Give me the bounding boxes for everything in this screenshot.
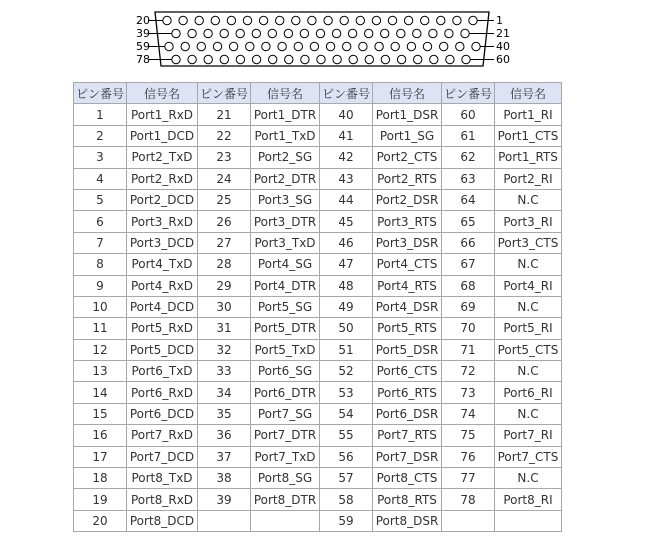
connector-pin xyxy=(397,55,405,63)
pin-number-cell: 1 xyxy=(74,104,127,125)
connector-pin xyxy=(359,42,367,50)
signal-name-cell: Port6_TxD xyxy=(127,361,198,382)
signal-name-cell: Port4_RTS xyxy=(373,275,442,296)
signal-name-cell: N.C xyxy=(495,361,562,382)
pin-number-cell: 49 xyxy=(320,296,373,317)
right-pin-label: 21 xyxy=(496,27,510,40)
connector-pin xyxy=(308,16,316,24)
pin-number-cell: 65 xyxy=(442,211,495,232)
connector-pin xyxy=(414,55,422,63)
signal-name-cell: Port1_CTS xyxy=(495,125,562,146)
signal-name-cell: N.C xyxy=(495,468,562,489)
signal-name-cell: Port1_TxD xyxy=(251,125,320,146)
connector-pin xyxy=(204,55,212,63)
pin-number-cell: 23 xyxy=(198,147,251,168)
pin-number-cell: 64 xyxy=(442,189,495,210)
signal-name-cell: Port7_RI xyxy=(495,425,562,446)
pin-number-cell: 58 xyxy=(320,489,373,510)
pin-number-cell: 15 xyxy=(74,403,127,424)
connector-pin xyxy=(375,42,383,50)
pin-number-cell: 7 xyxy=(74,232,127,253)
connector-pin xyxy=(407,42,415,50)
pin-number-cell: 31 xyxy=(198,318,251,339)
table-row xyxy=(74,275,562,296)
connector-pin xyxy=(284,29,292,37)
pin-number-cell: 4 xyxy=(74,168,127,189)
pin-number-cell: 69 xyxy=(442,296,495,317)
connector-pin xyxy=(220,55,228,63)
connector-pin xyxy=(326,42,334,50)
table-row xyxy=(74,125,562,146)
table-row xyxy=(74,189,562,210)
signal-name-cell: Port2_DSR xyxy=(373,189,442,210)
signal-name-cell: Port1_DCD xyxy=(127,125,198,146)
connector-pin xyxy=(332,29,340,37)
signal-name-cell: Port1_DSR xyxy=(373,104,442,125)
connector-pin xyxy=(204,29,212,37)
signal-name-cell: Port6_DCD xyxy=(127,403,198,424)
pin-number-cell: 46 xyxy=(320,232,373,253)
connector-pin xyxy=(236,55,244,63)
connector-pin xyxy=(195,16,203,24)
connector-pin xyxy=(269,55,277,63)
pin-number-cell: 32 xyxy=(198,339,251,360)
left-pin-label: 59 xyxy=(136,40,150,53)
signal-name-cell: Port7_DSR xyxy=(373,446,442,467)
signal-name-cell: Port3_DCD xyxy=(127,232,198,253)
pin-number-cell: 43 xyxy=(320,168,373,189)
pin-number-cell: 57 xyxy=(320,468,373,489)
signal-name-cell: Port3_RTS xyxy=(373,211,442,232)
connector-diagram xyxy=(0,0,650,80)
table-row xyxy=(74,296,562,317)
signal-name-cell: Port4_RxD xyxy=(127,275,198,296)
pin-number-cell: 66 xyxy=(442,232,495,253)
pin-number-cell: 28 xyxy=(198,254,251,275)
pin-number-cell: 2 xyxy=(74,125,127,146)
signal-name-cell: Port8_CTS xyxy=(373,468,442,489)
signal-name-cell: N.C xyxy=(495,189,562,210)
table-row xyxy=(74,147,562,168)
pin-number-cell: 45 xyxy=(320,211,373,232)
pin-number-cell: 5 xyxy=(74,189,127,210)
connector-pin xyxy=(462,55,470,63)
right-pin-label: 1 xyxy=(496,14,503,27)
pin-number-cell: 27 xyxy=(198,232,251,253)
pin-number-cell xyxy=(198,510,251,531)
pin-number-cell: 78 xyxy=(442,489,495,510)
signal-name-cell: Port5_DTR xyxy=(251,318,320,339)
signal-name-cell: Port7_TxD xyxy=(251,446,320,467)
connector-pin xyxy=(213,42,221,50)
signal-name-cell: Port2_CTS xyxy=(373,147,442,168)
signal-name-cell: Port5_TxD xyxy=(251,339,320,360)
table-row xyxy=(74,232,562,253)
pin-number-cell: 33 xyxy=(198,361,251,382)
header-signal-name: 信号名 xyxy=(373,83,442,104)
pin-number-cell: 53 xyxy=(320,382,373,403)
connector-pin xyxy=(317,55,325,63)
table-row xyxy=(74,425,562,446)
table-row xyxy=(74,211,562,232)
signal-name-cell: Port1_DTR xyxy=(251,104,320,125)
header-signal-name: 信号名 xyxy=(251,83,320,104)
pin-number-cell: 17 xyxy=(74,446,127,467)
signal-name-cell: Port5_RTS xyxy=(373,318,442,339)
signal-name-cell: Port7_RxD xyxy=(127,425,198,446)
connector-pin xyxy=(252,55,260,63)
signal-name-cell: Port6_DTR xyxy=(251,382,320,403)
table-row xyxy=(74,468,562,489)
pin-number-cell: 9 xyxy=(74,275,127,296)
signal-name-cell: Port2_DCD xyxy=(127,189,198,210)
pin-number-cell: 13 xyxy=(74,361,127,382)
connector-pin xyxy=(229,42,237,50)
connector-pin xyxy=(472,42,480,50)
connector-pin xyxy=(172,55,180,63)
pin-number-cell: 24 xyxy=(198,168,251,189)
pin-number-cell: 16 xyxy=(74,425,127,446)
signal-name-cell: Port6_RI xyxy=(495,382,562,403)
connector-pin xyxy=(292,16,300,24)
pin-number-cell: 44 xyxy=(320,189,373,210)
connector-pin xyxy=(348,29,356,37)
signal-name-cell: Port5_DSR xyxy=(373,339,442,360)
table-row xyxy=(74,168,562,189)
connector-pin xyxy=(437,16,445,24)
table-row xyxy=(74,318,562,339)
connector-pin xyxy=(365,29,373,37)
signal-name-cell: Port7_SG xyxy=(251,403,320,424)
connector-pin xyxy=(227,16,235,24)
pin-number-cell: 25 xyxy=(198,189,251,210)
pin-number-cell: 68 xyxy=(442,275,495,296)
connector-pin xyxy=(324,16,332,24)
signal-name-cell: Port2_RI xyxy=(495,168,562,189)
table-row xyxy=(74,446,562,467)
connector-pin xyxy=(197,42,205,50)
signal-name-cell: Port6_DSR xyxy=(373,403,442,424)
signal-name-cell: Port1_RTS xyxy=(495,147,562,168)
connector-pin xyxy=(179,16,187,24)
signal-name-cell: Port4_SG xyxy=(251,254,320,275)
left-pin-label: 78 xyxy=(136,53,150,66)
pin-number-cell: 63 xyxy=(442,168,495,189)
connector-pin xyxy=(429,29,437,37)
connector-pin xyxy=(268,29,276,37)
signal-name-cell: Port5_SG xyxy=(251,296,320,317)
signal-name-cell: Port5_RI xyxy=(495,318,562,339)
connector-pin xyxy=(259,16,267,24)
signal-name-cell: Port8_RxD xyxy=(127,489,198,510)
signal-name-cell: Port8_TxD xyxy=(127,468,198,489)
connector-pin xyxy=(333,55,341,63)
table-row xyxy=(74,254,562,275)
connector-pin xyxy=(421,16,429,24)
pin-number-cell: 60 xyxy=(442,104,495,125)
table-row xyxy=(74,382,562,403)
header-signal-name: 信号名 xyxy=(495,83,562,104)
pin-number-cell: 75 xyxy=(442,425,495,446)
signal-name-cell: Port2_RTS xyxy=(373,168,442,189)
connector-pin xyxy=(316,29,324,37)
pin-number-cell: 67 xyxy=(442,254,495,275)
signal-name-cell: Port3_RxD xyxy=(127,211,198,232)
pin-number-cell: 37 xyxy=(198,446,251,467)
pin-number-cell: 51 xyxy=(320,339,373,360)
signal-name-cell: Port8_DTR xyxy=(251,489,320,510)
pin-number-cell: 10 xyxy=(74,296,127,317)
connector-pin xyxy=(243,16,251,24)
signal-name-cell: Port6_RxD xyxy=(127,382,198,403)
signal-name-cell: Port2_DTR xyxy=(251,168,320,189)
signal-name-cell: Port4_TxD xyxy=(127,254,198,275)
connector-pin xyxy=(163,16,171,24)
connector-pin xyxy=(252,29,260,37)
right-pin-label: 40 xyxy=(496,40,510,53)
signal-name-cell: Port4_CTS xyxy=(373,254,442,275)
signal-name-cell: Port6_SG xyxy=(251,361,320,382)
table-row xyxy=(74,489,562,510)
connector-pin xyxy=(388,16,396,24)
table-row xyxy=(74,361,562,382)
signal-name-cell: N.C xyxy=(495,254,562,275)
signal-name-cell: Port3_DTR xyxy=(251,211,320,232)
connector-pin xyxy=(246,42,254,50)
signal-name-cell: Port7_RTS xyxy=(373,425,442,446)
connector-pin xyxy=(453,16,461,24)
header-pin-number: ピン番号 xyxy=(442,83,495,104)
pin-number-cell: 35 xyxy=(198,403,251,424)
pin-number-cell: 21 xyxy=(198,104,251,125)
signal-name-cell: Port8_DSR xyxy=(373,510,442,531)
pin-number-cell: 61 xyxy=(442,125,495,146)
connector-pin xyxy=(294,42,302,50)
pin-number-cell: 73 xyxy=(442,382,495,403)
table-row xyxy=(74,104,562,125)
connector-pin xyxy=(301,55,309,63)
pin-number-cell: 26 xyxy=(198,211,251,232)
pin-number-cell: 6 xyxy=(74,211,127,232)
connector-pin xyxy=(404,16,412,24)
connector-pin xyxy=(445,29,453,37)
pinout-table xyxy=(73,82,562,532)
table-row xyxy=(74,403,562,424)
pin-number-cell: 12 xyxy=(74,339,127,360)
connector-pin xyxy=(310,42,318,50)
signal-name-cell: Port8_RTS xyxy=(373,489,442,510)
connector-pin xyxy=(285,55,293,63)
signal-name-cell: Port7_DCD xyxy=(127,446,198,467)
connector-pin xyxy=(276,16,284,24)
connector-pin xyxy=(440,42,448,50)
connector-pin xyxy=(381,29,389,37)
connector-pin xyxy=(188,55,196,63)
table-row xyxy=(74,510,562,531)
pin-number-cell: 70 xyxy=(442,318,495,339)
connector-pin xyxy=(262,42,270,50)
header-pin-number: ピン番号 xyxy=(320,83,373,104)
signal-name-cell: Port3_TxD xyxy=(251,232,320,253)
header-pin-number: ピン番号 xyxy=(74,83,127,104)
connector-pin xyxy=(365,55,373,63)
pin-number-cell: 40 xyxy=(320,104,373,125)
connector-pin xyxy=(381,55,389,63)
connector-pin xyxy=(165,42,173,50)
connector-pin xyxy=(446,55,454,63)
signal-name-cell: N.C xyxy=(495,403,562,424)
connector-pin xyxy=(461,29,469,37)
connector-pin xyxy=(430,55,438,63)
header-pin-number: ピン番号 xyxy=(198,83,251,104)
left-pin-label: 20 xyxy=(136,14,150,27)
pin-number-cell: 8 xyxy=(74,254,127,275)
pin-number-cell: 30 xyxy=(198,296,251,317)
signal-name-cell: Port1_RI xyxy=(495,104,562,125)
pin-number-cell: 77 xyxy=(442,468,495,489)
signal-name-cell: Port6_CTS xyxy=(373,361,442,382)
signal-name-cell: Port2_TxD xyxy=(127,147,198,168)
pin-number-cell: 50 xyxy=(320,318,373,339)
connector-pin xyxy=(469,16,477,24)
connector-pin xyxy=(423,42,431,50)
pin-number-cell: 39 xyxy=(198,489,251,510)
signal-name-cell: Port8_RI xyxy=(495,489,562,510)
connector-pin xyxy=(236,29,244,37)
pin-number-cell: 48 xyxy=(320,275,373,296)
connector-pin xyxy=(211,16,219,24)
connector-pin xyxy=(278,42,286,50)
connector-pin xyxy=(300,29,308,37)
pin-number-cell: 22 xyxy=(198,125,251,146)
signal-name-cell: Port7_DTR xyxy=(251,425,320,446)
pin-number-cell: 76 xyxy=(442,446,495,467)
connector-pin xyxy=(188,29,196,37)
signal-name-cell: Port3_SG xyxy=(251,189,320,210)
pin-number-cell xyxy=(442,510,495,531)
signal-name-cell: Port5_RxD xyxy=(127,318,198,339)
connector-pin xyxy=(356,16,364,24)
signal-name-cell: Port2_SG xyxy=(251,147,320,168)
connector-pin xyxy=(391,42,399,50)
pin-number-cell: 20 xyxy=(74,510,127,531)
pin-number-cell: 14 xyxy=(74,382,127,403)
connector-pin xyxy=(340,16,348,24)
pin-number-cell: 54 xyxy=(320,403,373,424)
signal-name-cell: Port4_DTR xyxy=(251,275,320,296)
signal-name-cell: Port5_CTS xyxy=(495,339,562,360)
connector-pin xyxy=(220,29,228,37)
signal-name-cell: Port8_SG xyxy=(251,468,320,489)
signal-name-cell xyxy=(251,510,320,531)
pin-number-cell: 3 xyxy=(74,147,127,168)
connector-pin xyxy=(456,42,464,50)
pin-number-cell: 38 xyxy=(198,468,251,489)
connector-pin xyxy=(413,29,421,37)
signal-name-cell: Port3_DSR xyxy=(373,232,442,253)
pin-number-cell: 34 xyxy=(198,382,251,403)
pin-number-cell: 42 xyxy=(320,147,373,168)
connector-pin xyxy=(343,42,351,50)
pin-number-cell: 56 xyxy=(320,446,373,467)
left-pin-label: 39 xyxy=(136,27,150,40)
pin-number-cell: 74 xyxy=(442,403,495,424)
pin-number-cell: 41 xyxy=(320,125,373,146)
signal-name-cell: Port3_CTS xyxy=(495,232,562,253)
table-header-row xyxy=(74,83,562,104)
signal-name-cell: Port4_DSR xyxy=(373,296,442,317)
signal-name-cell: Port6_RTS xyxy=(373,382,442,403)
signal-name-cell: Port4_DCD xyxy=(127,296,198,317)
pin-number-cell: 36 xyxy=(198,425,251,446)
signal-name-cell: Port4_RI xyxy=(495,275,562,296)
pin-number-cell: 55 xyxy=(320,425,373,446)
connector-pin xyxy=(172,29,180,37)
signal-name-cell: Port8_DCD xyxy=(127,510,198,531)
connector-pin xyxy=(372,16,380,24)
signal-name-cell: N.C xyxy=(495,296,562,317)
connector-pin xyxy=(181,42,189,50)
pin-number-cell: 11 xyxy=(74,318,127,339)
signal-name-cell: Port1_RxD xyxy=(127,104,198,125)
table-row xyxy=(74,339,562,360)
signal-name-cell: Port2_RxD xyxy=(127,168,198,189)
connector-pin xyxy=(349,55,357,63)
signal-name-cell: Port7_CTS xyxy=(495,446,562,467)
signal-name-cell xyxy=(495,510,562,531)
signal-name-cell: Port1_SG xyxy=(373,125,442,146)
pin-number-cell: 29 xyxy=(198,275,251,296)
pin-number-cell: 52 xyxy=(320,361,373,382)
pin-number-cell: 72 xyxy=(442,361,495,382)
pin-number-cell: 47 xyxy=(320,254,373,275)
pin-number-cell: 18 xyxy=(74,468,127,489)
pin-number-cell: 59 xyxy=(320,510,373,531)
signal-name-cell: Port5_DCD xyxy=(127,339,198,360)
signal-name-cell: Port3_RI xyxy=(495,211,562,232)
connector-pin xyxy=(397,29,405,37)
right-pin-label: 60 xyxy=(496,53,510,66)
pin-number-cell: 62 xyxy=(442,147,495,168)
pin-number-cell: 71 xyxy=(442,339,495,360)
header-signal-name: 信号名 xyxy=(127,83,198,104)
pin-number-cell: 19 xyxy=(74,489,127,510)
